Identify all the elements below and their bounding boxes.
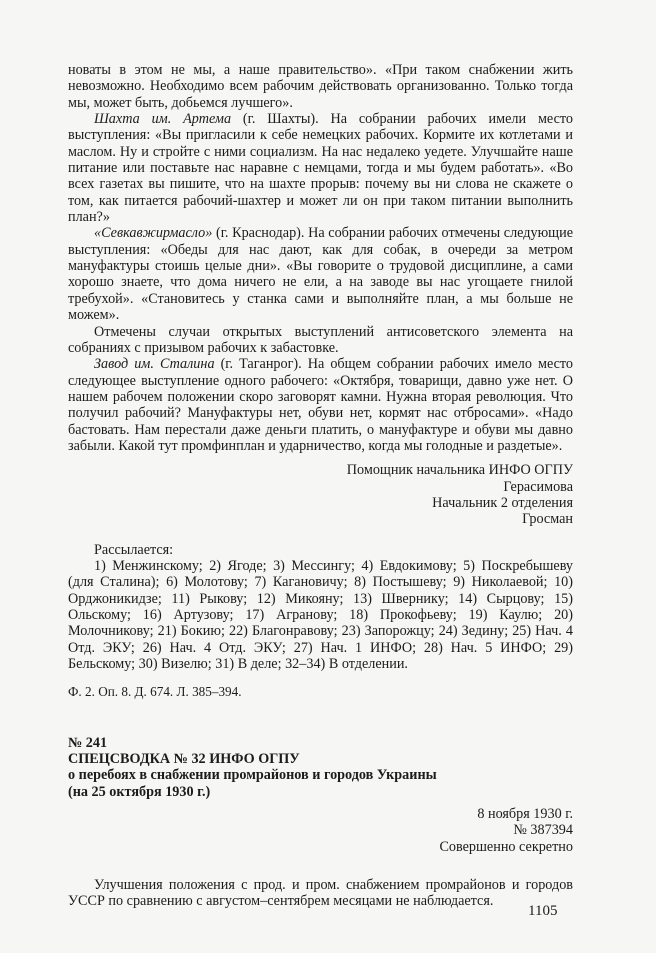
stalin-text: (г. Таганрог). На общем собрании рабочих имело место следующее выступление одного рабочего: «Октября, товарищи, давно уже нет. О нашем рабочем положении скоро заговорят камни. Нужна вторая революция. Что получил рабочий? Мануфактуры нет, обуви нет, кормят нас отбросами». «Надо бастовать. Нам перестали даже деньги платить, о мануфактуре и обуви мы давно забыли. Какой тут промфинплан и ударничество, когда мы голодные и раздетые».	[68, 356, 573, 454]
open-cases-paragraph: Отмечены случаи открытых выступлений антисоветского элемента на собраниях с призывом рабочих к забастовке.	[68, 323, 573, 356]
page-body	[68, 62, 573, 910]
sevkav-paragraph	[68, 225, 573, 323]
document-date: 8 ноября 1930 г.	[477, 806, 573, 823]
archive-reference: Ф. 2. Оп. 8. Д. 674. Л. 385–394.	[68, 684, 242, 700]
stalin-paragraph	[68, 356, 573, 454]
signature-title-1: Помощник начальника ИНФО ОГПУ	[346, 462, 573, 479]
document-number: № 241	[68, 734, 108, 751]
signature-title-2: Начальник 2 отделения	[432, 494, 573, 511]
sevkav-name: «Севкавжирмасло»	[94, 225, 213, 242]
document-subtitle: о перебоях в снабжении промрайонов и городов Украины	[68, 767, 437, 784]
shakhta-paragraph	[68, 111, 573, 225]
signature-block	[68, 462, 573, 527]
document-title: СПЕЦСВОДКА № 32 ИНФО ОГПУ	[68, 751, 300, 768]
signature-name-2: Гросман	[522, 511, 573, 528]
shakhta-text: (г. Шахты). На собрании рабочих имели место выступления: «Вы пригласили к себе немецких рабочих. Кормите их котлетами и маслом. Ну и стройте с ними социализм. На нас недалеко уедете. Улучшайте наше питание или поставьте нас наравне с немцами, тогда и мы будем работать». «Во всех газетах вы пишите, что на шахте прорыв: почему вы ни слова не скажете о том, как питается рабочий-шахтер и может ли он при таком питании выполнить план?»	[68, 111, 573, 226]
page-number: 1105	[528, 903, 558, 919]
secrecy-label: Совершенно секретно	[439, 838, 573, 855]
signature-name-1: Герасимова	[503, 478, 573, 495]
stalin-name: Завод им. Сталина	[94, 356, 215, 373]
sevkav-text: (г. Краснодар). На собрании рабочих отмечены следующие выступления: «Обеды для нас дают, как для собак, в очереди за метром мануфактуры стоишь целые дни». «Вы говорите о трудовой дисциплине, а сами хорошо знаете, что дома ничего не ели, а на заводе вы нас угощаете гнилой требухой». «Становитесь у станка сами и выполняйте план, а мы больше не можем».	[68, 225, 573, 324]
document-period: (на 25 октября 1930 г.)	[68, 783, 211, 800]
shakhta-name: Шахта им. Артема	[94, 111, 232, 128]
distribution-heading: Рассылается:	[94, 541, 174, 558]
document-reg-number: № 387394	[513, 822, 573, 839]
continuation-paragraph: новаты в этом не мы, а наше правительство». «При таком снабжении жить невозможно. Необходимо всем рабочим действовать организованно. Только тогда мы, может быть, добьемся лучшего».	[68, 62, 573, 111]
final-paragraph: Улучшения положения с прод. и пром. снабжением промрайонов и городов УССР по сравнению с августом–сентябрем месяцами не наблюдается.	[68, 877, 573, 910]
distribution-list: 1) Менжинскому; 2) Ягоде; 3) Мессингу; 4) Евдокимову; 5) Поскребышеву (для Сталина); 6) Молотову; 7) Кагановичу; 8) Постышеву; 9) Николаевой; 10) Орджоникидзе; 11) Рыкову; 12) Микояну; 13) Швернику; 14) Сырцову; 15) Ольскому; 16) Артузову; 17) Агранову; 18) Прокофьеву; 19) Каулю; 20) Молочникову; 21) Бокию; 22) Благонравову; 23) Запорожцу; 24) Зедину; 25) Нач. 4 Отд. ЭКУ; 26) Нач. 4 Отд. ЭКУ; 27) Нач. 1 ИНФО; 28) Нач. 5 ИНФО; 29) Бельскому; 30) Визелю; 31) В деле; 32–34) В отделении.	[68, 557, 573, 673]
